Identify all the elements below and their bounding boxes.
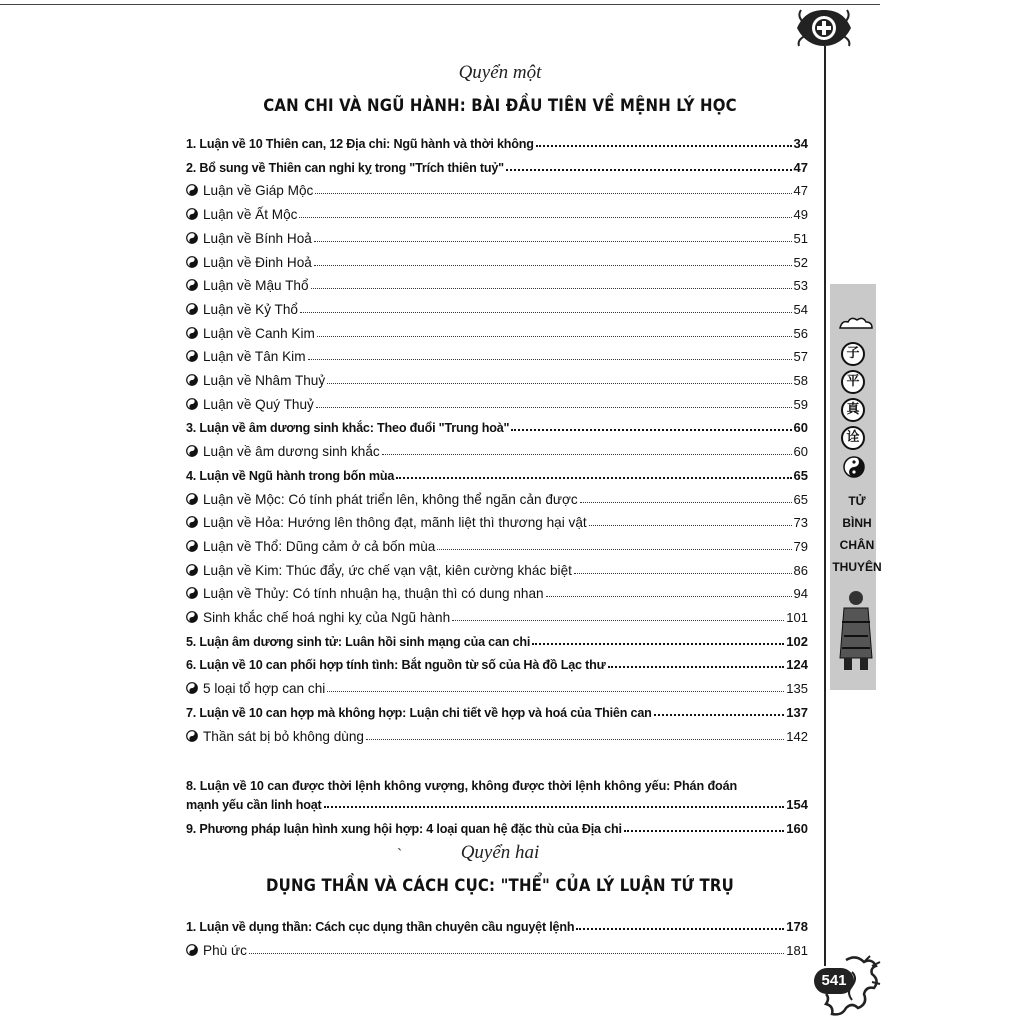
yin-yang-bullet-icon [186, 184, 198, 196]
toc-subitem[interactable] [186, 366, 808, 388]
toc-subitem[interactable] [186, 603, 808, 625]
dot-leader [366, 739, 784, 740]
stray-mark: ` [397, 847, 403, 864]
yin-yang-bullet-icon [186, 730, 198, 742]
toc-item-text: Luận về Canh Kim [203, 325, 315, 341]
toc-item-text: Luận về Giáp Mộc [203, 183, 314, 199]
toc-item-title [186, 610, 450, 625]
toc-item-text: Luận về Ất Mộc [203, 207, 298, 223]
toc-subitem[interactable] [186, 248, 808, 270]
toc-subitem[interactable] [186, 579, 808, 601]
dot-leader [317, 336, 792, 337]
toc-item-page: 86 [793, 562, 808, 578]
toc-item-title [186, 255, 312, 270]
yin-yang-bullet-icon [186, 398, 198, 410]
toc-item-title [186, 207, 297, 222]
toc-item-text: 1. Luận về 10 Thiên can, 12 Địa chi: Ngũ hành và thời không [186, 137, 534, 151]
toc-item-title [186, 492, 578, 507]
dot-leader [624, 830, 785, 832]
toc-item-title [186, 444, 380, 459]
side-glyph-3: 真 [841, 398, 865, 422]
toc-item-text: 5 loại tổ hợp can chi [203, 681, 326, 697]
toc-item-text: Sinh khắc chế hoá nghi kỵ của Ngũ hành [203, 610, 451, 625]
yin-yang-bullet-icon [186, 682, 198, 694]
toc-item-title [186, 183, 313, 198]
toc-item-page: 57 [793, 349, 808, 365]
toc-item-page: 49 [793, 207, 808, 223]
toc-item-text: 1. Luận về dụng thần: Cách cục dụng thần chuyên cầu nguyệt lệnh [186, 920, 575, 934]
toc-chapter-item[interactable] [186, 413, 808, 435]
dot-leader [574, 573, 792, 574]
yin-yang-bullet-icon [186, 445, 198, 457]
toc-item-text: 2. Bổ sung về Thiên can nghi kỵ trong "Trích thiên tuỷ" [186, 160, 504, 175]
toc-item-9[interactable] [186, 814, 808, 836]
toc-item-8-first-line: 8. Luận về 10 can được thời lệnh không vượng, không được thời lệnh không yếu: Phán đoán [186, 779, 738, 793]
toc-item-page: 58 [793, 373, 808, 388]
toc-item-title [186, 515, 587, 530]
yin-yang-bullet-icon [186, 232, 198, 244]
margin-rule [824, 46, 826, 966]
toc-chapter-item[interactable] [186, 129, 808, 151]
toc-item-text: 3. Luận về âm dương sinh khắc: Theo đuổi "Trung hoà" [186, 421, 510, 436]
dot-leader [546, 596, 792, 597]
toc-item-title [186, 373, 325, 388]
toc-item-text: Luận về Nhâm Thuỷ [203, 373, 326, 388]
dot-leader [311, 288, 792, 289]
part-two-label: Quyển hai [460, 842, 540, 863]
toc-item-text: Luận về Hỏa: Hướng lên thông đạt, mãnh liệt thì thương hại vật [203, 515, 587, 531]
dot-leader [316, 407, 792, 408]
side-word-4: THUYÊN [832, 560, 882, 574]
toc-subitem[interactable] [186, 936, 808, 958]
toc-item-title [186, 469, 394, 483]
toc-item-text: Luận về Quý Thuỷ [203, 396, 314, 412]
dot-leader [327, 691, 784, 692]
toc-subitem[interactable] [186, 674, 808, 696]
dot-leader [511, 429, 791, 431]
dot-leader [654, 714, 785, 716]
toc-item-title [186, 302, 298, 317]
toc-item-title [186, 920, 574, 934]
toc-subitem[interactable] [186, 485, 808, 507]
toc-item-text: 4. Luận về Ngũ hành trong bốn mùa [186, 468, 395, 483]
dot-leader [314, 241, 792, 242]
part-two-heading: DỤNG THẦN VÀ CÁCH CỤC: "THỂ" CỦA LÝ LUẬN TỨ TRỤ [266, 876, 734, 896]
toc-item-title [186, 278, 309, 293]
toc-item-title [186, 137, 534, 151]
toc-item-text: Thần sát bị bỏ không dùng [203, 728, 364, 744]
toc-item-page: 101 [786, 610, 808, 625]
dot-leader [249, 953, 784, 954]
toc-item-text: 5. Luận âm dương sinh tử: Luân hồi sinh mạng của can chi [186, 634, 531, 649]
toc-subitem[interactable] [186, 224, 808, 246]
toc-subitem[interactable] [186, 342, 808, 364]
side-word-3: CHÂN [839, 538, 875, 552]
toc-item-text: Phù ức [203, 943, 247, 958]
toc-item-page: 51 [793, 230, 808, 246]
toc-item-page: 53 [793, 278, 808, 294]
toc-subitem[interactable] [186, 508, 808, 530]
toc-item-page: 65 [793, 467, 808, 483]
dot-leader [580, 502, 792, 503]
toc-item-title [186, 586, 544, 601]
dot-leader [437, 549, 791, 550]
toc-item-page: 59 [793, 396, 808, 412]
dot-leader [589, 525, 792, 526]
yin-yang-bullet-icon [186, 493, 198, 505]
yin-yang-bullet-icon [186, 303, 198, 315]
toc-item-page: 102 [786, 633, 808, 649]
dot-leader [324, 806, 785, 808]
yin-yang-bullet-icon [186, 516, 198, 528]
toc-subitem[interactable] [186, 319, 808, 341]
toc-chapter-item[interactable] [186, 627, 808, 649]
toc-subitem[interactable] [186, 271, 808, 293]
toc-item-text: Luận về âm dương sinh khắc [203, 444, 380, 460]
yin-yang-bullet-icon [186, 944, 198, 956]
toc-item-page: 54 [793, 301, 808, 317]
toc-item-8-second-line: mạnh yếu cần linh hoạt [186, 798, 322, 812]
toc-item-text: 6. Luận về 10 can phối hợp tính tình: Bắt nguồn từ số của Hà đồ Lạc thư [186, 658, 606, 673]
toc-item-title [186, 539, 435, 554]
toc-subitem[interactable] [186, 722, 808, 744]
yin-yang-ornament-icon [793, 4, 855, 50]
dot-leader [532, 643, 784, 645]
toc-item-text: Luận về Mậu Thổ [203, 278, 309, 294]
toc-item-page: 79 [793, 538, 808, 554]
toc-item-page: 65 [793, 491, 808, 507]
dot-leader [327, 383, 791, 384]
toc-item-title [186, 681, 325, 696]
side-glyph-4: 诠 [841, 426, 865, 450]
top-rule [0, 4, 880, 5]
dot-leader [396, 477, 791, 479]
yin-yang-bullet-icon [186, 540, 198, 552]
toc-subitem[interactable] [186, 437, 808, 459]
toc-item-title [186, 729, 364, 744]
toc-item-text: Luận về Tân Kim [203, 349, 306, 365]
side-word-2: BÌNH [842, 516, 872, 530]
yin-yang-bullet-icon [186, 374, 198, 386]
toc-item-page: 34 [793, 136, 808, 151]
toc-item-page: 52 [793, 254, 808, 270]
toc-item-title [186, 635, 530, 649]
toc-item-title [186, 349, 306, 364]
side-glyph-2: 平 [841, 370, 865, 394]
toc-item-page: 135 [786, 681, 808, 697]
toc-item-9-title: 9. Phương pháp luận hình xung hội hợp: 4 loại quan hệ đặc thù của Địa chi [186, 822, 622, 836]
yin-yang-bullet-icon [186, 564, 198, 576]
toc-item-text: Luận về Đinh Hoả [203, 254, 312, 270]
toc-item-page: 94 [793, 586, 808, 602]
cloud-ornament-icon [836, 316, 876, 334]
toc-chapter-item[interactable] [186, 698, 808, 720]
toc-chapter-item[interactable] [186, 650, 808, 672]
toc-item-page: 181 [786, 943, 808, 958]
toc-subitem[interactable] [186, 556, 808, 578]
dot-leader [608, 666, 785, 668]
dot-leader [300, 312, 792, 313]
yin-yang-bullet-icon [186, 208, 198, 220]
toc-subitem[interactable] [186, 176, 808, 198]
toc-chapter-item[interactable] [186, 153, 808, 175]
yin-yang-bullet-icon [186, 350, 198, 362]
toc-chapter-item[interactable] [186, 461, 808, 483]
toc-subitem[interactable] [186, 295, 808, 317]
page-number: 541 [814, 968, 854, 994]
toc-item-text: Luận về Kỷ Thổ [203, 301, 298, 317]
dot-leader [314, 265, 792, 266]
dot-leader [576, 928, 784, 930]
toc-item-title [186, 397, 314, 412]
toc-item-page: 73 [793, 515, 808, 531]
toc-item-9-page: 160 [786, 821, 808, 836]
yin-yang-bullet-icon [186, 611, 198, 623]
toc-item-page: 178 [786, 919, 808, 934]
toc-item-page: 60 [793, 444, 808, 460]
toc-item-title [186, 563, 572, 578]
toc-chapter-item[interactable] [186, 912, 808, 934]
yin-yang-bullet-icon [186, 279, 198, 291]
toc-item-text: Luận về Bính Hoả [203, 230, 312, 246]
part-one-heading: CAN CHI VÀ NGŨ HÀNH: BÀI ĐẦU TIÊN VỀ MỆNH LÝ HỌC [263, 96, 737, 116]
toc-item-page: 60 [793, 420, 808, 436]
toc-item-text: Luận về Thủy: Có tính nhuận hạ, thuận thì có dung nhan [203, 586, 544, 602]
toc-item-title [186, 161, 504, 175]
toc-item-page: 137 [786, 704, 808, 720]
toc-item-8-page: 154 [786, 797, 808, 812]
yin-yang-icon [843, 456, 865, 478]
toc-item-page: 56 [793, 325, 808, 341]
toc-item-page: 142 [786, 728, 808, 744]
toc-item-title [186, 421, 509, 435]
toc-item-8[interactable] [186, 790, 808, 812]
side-glyph-1: 子 [841, 342, 865, 366]
toc-item-page: 124 [786, 657, 808, 673]
toc-item-text: Luận về Thổ: Dũng cảm ở cả bốn mùa [203, 538, 436, 554]
toc-item-text: 7. Luận về 10 can hợp mà không hợp: Luận chi tiết về hợp và hoá của Thiên can [186, 705, 652, 720]
part-one-label: Quyển một [458, 62, 542, 83]
yin-yang-bullet-icon [186, 327, 198, 339]
scholar-figure-icon [836, 588, 876, 674]
side-word-1: TỬ [848, 494, 866, 508]
dot-leader [315, 193, 791, 194]
dot-leader [452, 620, 784, 621]
toc-item-text: Luận về Mộc: Có tính phát triển lên, không thể ngăn cản được [203, 491, 578, 507]
dot-leader [536, 145, 792, 147]
toc-item-page: 47 [793, 159, 808, 175]
yin-yang-bullet-icon [186, 256, 198, 268]
dot-leader [382, 454, 792, 455]
dot-leader [308, 359, 792, 360]
toc-item-title [186, 231, 312, 246]
toc-item-title [186, 943, 247, 958]
toc-item-text: Luận về Kim: Thúc đẩy, ức chế vạn vật, kiên cường khác biệt [203, 562, 572, 578]
yin-yang-bullet-icon [186, 587, 198, 599]
toc-item-title [186, 706, 652, 720]
dot-leader [506, 169, 792, 171]
toc-item-title [186, 658, 606, 672]
dot-leader [299, 217, 791, 218]
toc-subitem[interactable] [186, 200, 808, 222]
toc-subitem[interactable] [186, 532, 808, 554]
toc-subitem[interactable] [186, 390, 808, 412]
toc-item-page: 47 [793, 183, 808, 199]
toc-item-title [186, 326, 315, 341]
